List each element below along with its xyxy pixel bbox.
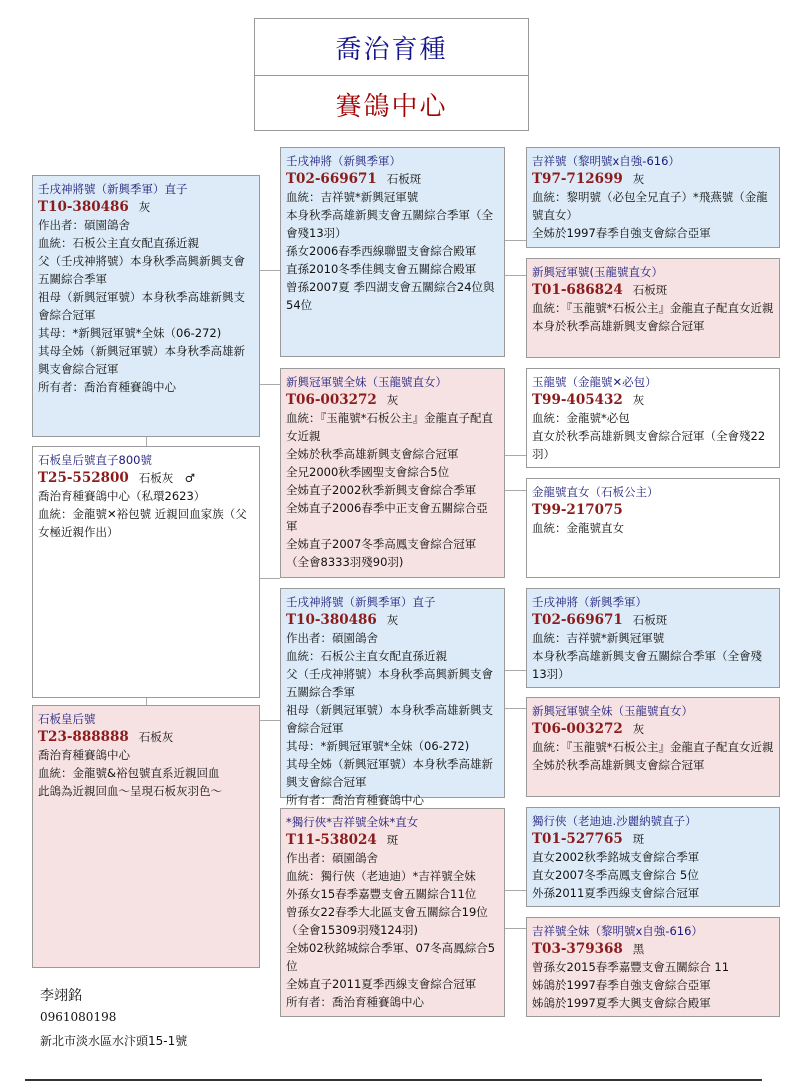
connector-line (260, 578, 280, 579)
pigeon-name: 吉祥號全妹（黎明號x自強-616） (532, 924, 703, 938)
pigeon-name: 新興冠軍號(玉龍號直女） (532, 265, 663, 279)
pigeon-card (526, 368, 780, 468)
pigeon-detail-line: 全姊直子2002秋季新興支會綜合季軍 (286, 483, 477, 497)
pigeon-detail-line: 其母全姊（新興冠軍號）本身秋季高雄新興支會綜合冠軍 (286, 757, 493, 789)
connector-line (505, 490, 526, 491)
pigeon-detail-line: 血統：『玉龍號*石板公主』金龍直子配直女近親 (532, 740, 774, 754)
pigeon-detail-line: 血統：金龍號直女 (532, 521, 624, 535)
feather-color: 石板斑 (632, 613, 668, 627)
pigeon-detail-line: 血統：金龍號✕裕包號 近親回血家族（父女極近親作出） (38, 507, 247, 539)
pigeon-name: *獨行俠*吉祥號全妹*直女 (286, 815, 419, 829)
pigeon-detail-line: 全姊02秋銘城綜合季軍、07冬高鳳綜合5位 (286, 941, 496, 973)
pigeon-name: 新興冠軍號全妹（玉龍號直女） (286, 375, 447, 389)
pigeon-card (32, 705, 260, 968)
ring-number: T25-552800 (38, 470, 129, 486)
pigeon-detail-line: 父（壬戌神將號）本身秋季高興新興支會五關綜合季軍 (286, 667, 493, 699)
ring-number: T23-888888 (38, 729, 129, 745)
feather-color: 石板斑 (632, 283, 668, 297)
connector-line (260, 384, 280, 385)
pigeon-card (280, 808, 505, 1017)
pigeon-card (526, 258, 780, 358)
pigeon-name: 壬戌神將（新興季軍） (532, 595, 647, 609)
header-title-line2: 賽鴿中心 (335, 91, 448, 122)
ring-number: T01-686824 (532, 282, 623, 298)
pigeon-detail-line: 作出者：碩園鴿舍 (38, 218, 130, 232)
pigeon-detail-line: 孫女2006春季西線聯盟支會綜合殿軍 (286, 244, 477, 258)
pigeon-detail-line: 其母全姊（新興冠軍號）本身秋季高雄新興支會綜合冠軍 (38, 344, 245, 376)
ring-number: T10-380486 (38, 199, 129, 215)
pigeon-card (280, 147, 505, 357)
feather-color: 灰 (386, 393, 399, 407)
connector-line (505, 890, 526, 891)
pigeon-detail-line: 全兄2000秋季國聖支會綜合5位 (286, 465, 450, 479)
pigeon-detail-line: 血統：黎明號（必包全兄直子）*飛燕號（金龍號直女） (532, 190, 768, 222)
header-title-line1: 喬治育種 (255, 19, 528, 76)
pigeon-detail-line: 全姊直子2007冬季高鳳支會綜合冠軍（全會8333羽殘90羽) (286, 537, 477, 569)
pigeon-detail-line: 喬治育種賽鴿中心 (38, 748, 130, 762)
feather-color: 石板灰 ♂ (138, 471, 196, 485)
pigeon-detail-line: 直女2002秋季銘城支會綜合季軍 (532, 850, 700, 864)
connector-line (505, 670, 526, 671)
pigeon-detail-line: 曾孫女2015春季嘉豐支會五關綜合 11 (532, 960, 730, 974)
pigeon-detail-line: 全姊直子2006春季中正支會五關綜合亞軍 (286, 501, 488, 533)
connector-line (505, 928, 526, 929)
pigeon-card (526, 697, 780, 797)
pigeon-name: 石板皇后號 (38, 712, 96, 726)
ring-number: T99-405432 (532, 392, 623, 408)
pigeon-detail-line: 直女2007冬季高鳳支會綜合 5位 (532, 868, 699, 882)
pigeon-card (526, 588, 780, 688)
pigeon-detail-line: 全姊於秋季高雄新興支會綜合冠軍 (286, 447, 459, 461)
feather-color: 灰 (632, 393, 645, 407)
pigeon-detail-line: 作出者：碩園鴿舍 (286, 631, 378, 645)
pigeon-detail-line: 血統：石板公主直女配直孫近親 (286, 649, 447, 663)
ring-number: T06-003272 (286, 392, 377, 408)
pigeon-detail-line: 本身秋季高雄新興支會五關綜合季軍（全會殘13羽） (532, 649, 762, 681)
pigeon-detail-line: 姊鴿於1997夏季大興支會綜合殿軍 (532, 996, 711, 1010)
connector-line (260, 270, 280, 271)
owner-address: 新北市淡水區水汴頭15-1號 (40, 1034, 188, 1048)
pigeon-detail-line: 全姊於秋季高雄新興支會綜合冠軍 (532, 758, 705, 772)
connector-line (146, 437, 147, 446)
pigeon-detail-line: 血統：獨行俠（老迪迪）*吉祥號全妹 (286, 869, 476, 883)
connector-line (505, 240, 526, 241)
pigeon-name: 玉龍號（金龍號✕必包） (532, 375, 657, 389)
feather-color: 石板灰 (138, 730, 174, 744)
ring-number: T11-538024 (286, 832, 377, 848)
pigeon-detail-line: 直孫2010冬季佳興支會五關綜合殿軍 (286, 262, 477, 276)
pigeon-detail-line: 曾孫女22春季大北區支會五關綜合19位（全會15309羽殘124羽) (286, 905, 488, 937)
pigeon-detail-line: 所有者：喬治育種賽鴿中心 (286, 995, 424, 1009)
ring-number: T02-669671 (532, 612, 623, 628)
pigeon-detail-line: 直女於秋季高雄新興支會綜合冠軍（全會殘22羽） (532, 429, 766, 461)
pigeon-name: 壬戌神將號（新興季軍）直子 (38, 182, 188, 196)
pigeon-detail-line: 血統：石板公主直女配直孫近親 (38, 236, 199, 250)
pigeon-card (526, 917, 780, 1017)
pigeon-detail-line: 所有者：喬治育種賽鴿中心 (38, 380, 176, 394)
feather-color: 黑 (632, 942, 645, 956)
pigeon-detail-line: 此鴿為近親回血～呈現石板灰羽色～ (38, 784, 222, 798)
pigeon-detail-line: 全姊於1997春季自強支會綜合亞軍 (532, 226, 711, 240)
header-box (254, 18, 529, 131)
pigeon-name: 吉祥號（黎明號x自強-616） (532, 154, 680, 168)
pigeon-card (32, 446, 260, 698)
pigeon-name: 壬戌神將號（新興季軍）直子 (286, 595, 436, 609)
pigeon-name: 石板皇后號直子800號 (38, 453, 152, 467)
pigeon-name: 新興冠軍號全妹（玉龍號直女） (532, 704, 693, 718)
feather-color: 灰 (632, 172, 645, 186)
connector-line (146, 698, 147, 705)
pigeon-detail-line: 血統：金龍號*必包 (532, 411, 630, 425)
ring-number: T01-527765 (532, 831, 623, 847)
pigeon-detail-line: 全姊直子2011夏季西線支會綜合冠軍 (286, 977, 477, 991)
pigeon-detail-line: 外孫2011夏季西線支會綜合冠軍 (532, 886, 700, 900)
feather-color: 灰 (632, 722, 645, 736)
pigeon-card (32, 175, 260, 437)
pigeon-detail-line: 血統：吉祥號*新興冠軍號 (286, 190, 419, 204)
pigeon-detail-line: 本身秋季高雄新興支會五關綜合季軍（全會殘13羽） (286, 208, 493, 240)
pigeon-detail-line: 作出者：碩園鴿舍 (286, 851, 378, 865)
pigeon-detail-line: 姊鴿於1997春季自強支會綜合亞軍 (532, 978, 711, 992)
pigeon-card (280, 368, 505, 578)
feather-color: 灰 (138, 200, 151, 214)
feather-color: 斑 (632, 832, 645, 846)
owner-name: 李翊銘 (40, 988, 82, 1004)
feather-color: 灰 (386, 613, 399, 627)
pigeon-card (526, 147, 780, 248)
connector-line (505, 708, 526, 709)
pigeon-detail-line: 血統：吉祥號*新興冠軍號 (532, 631, 665, 645)
pigeon-detail-line: 血統：『玉龍號*石板公主』金龍直子配直女近親 (286, 411, 493, 443)
feather-color: 石板斑 (386, 172, 422, 186)
pigeon-detail-line: 曾孫2007夏 季四湖支會五關綜合24位與54位 (286, 280, 495, 312)
ring-number: T99-217075 (532, 502, 623, 518)
owner-phone: 0961080198 (40, 1010, 117, 1024)
connector-line (505, 455, 526, 456)
pigeon-detail-line: 喬治育種賽鴿中心（私環2623） (38, 489, 206, 503)
ring-number: T06-003272 (532, 721, 623, 737)
pigeon-card (526, 478, 780, 578)
ring-number: T03-379368 (532, 941, 623, 957)
ring-number: T97-712699 (532, 171, 623, 187)
pigeon-detail-line: 本身於秋季高雄新興支會綜合冠軍 (532, 319, 705, 333)
pigeon-detail-line: 血統：金龍號&裕包號直系近親回血 (38, 766, 220, 780)
connector-line (505, 275, 526, 276)
pigeon-detail-line: 祖母（新興冠軍號）本身秋季高雄新興支會綜合冠軍 (286, 703, 493, 735)
bottom-divider (25, 1079, 762, 1081)
pigeon-card (526, 807, 780, 907)
pigeon-detail-line: 所有者：喬治育種賽鴿中心 (286, 793, 424, 807)
pigeon-detail-line: 外孫女15春季嘉豐支會五關綜合11位 (286, 887, 477, 901)
feather-color: 斑 (386, 833, 399, 847)
pigeon-detail-line: 祖母（新興冠軍號）本身秋季高雄新興支會綜合冠軍 (38, 290, 245, 322)
pigeon-name: 金龍號直女（石板公主） (532, 485, 659, 499)
pigeon-detail-line: 血統：『玉龍號*石板公主』金龍直子配直女近親 (532, 301, 774, 315)
pigeon-detail-line: 父（壬戌神將號）本身秋季高興新興支會五關綜合季軍 (38, 254, 245, 286)
connector-line (260, 720, 280, 721)
pigeon-name: 壬戌神將（新興季軍） (286, 154, 401, 168)
pigeon-detail-line: 其母：*新興冠軍號*全妹（06-272) (38, 326, 222, 340)
pigeon-detail-line: 其母：*新興冠軍號*全妹（06-272) (286, 739, 470, 753)
ring-number: T02-669671 (286, 171, 377, 187)
pigeon-name: 獨行俠（老迪迪.沙麗納號直子） (532, 814, 697, 828)
pigeon-card (280, 588, 505, 807)
ring-number: T10-380486 (286, 612, 377, 628)
